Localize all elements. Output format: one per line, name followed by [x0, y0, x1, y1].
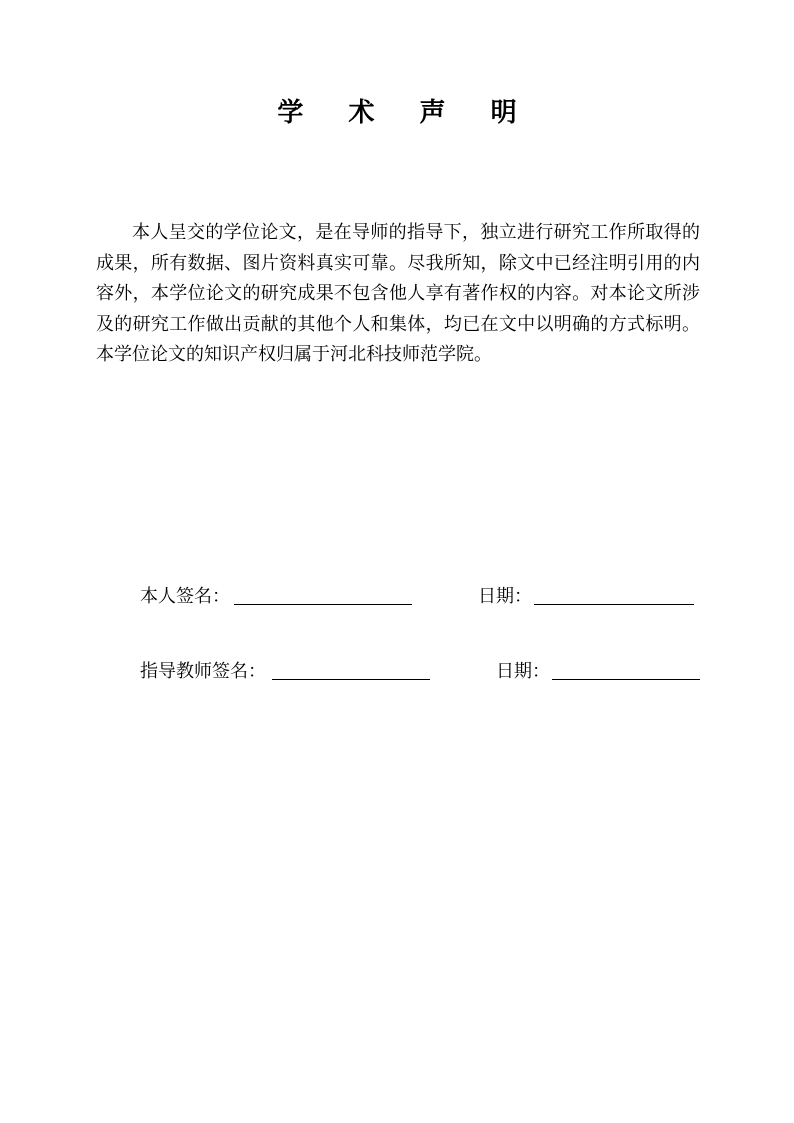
advisor-date-label: 日期：: [496, 661, 550, 682]
advisor-signature-field[interactable]: [272, 657, 430, 680]
declaration-paragraph: 本人呈交的学位论文，是在导师的指导下，独立进行研究工作所取得的成果，所有数据、图片资料真实可靠。尽我所知，除文中已经注明引用的内容外，本学位论文的研究成果不包含他人享有著作权的内容。对本论文所涉及的研究工作做出贡献的其他个人和集体，均已在文中以明确的方式标明。本学位论文的知识产权归属于河北科技师范学院。: [96, 222, 700, 365]
advisor-signature-label: 指导教师签名：: [140, 661, 266, 682]
author-signature-row: [0, 582, 794, 608]
author-signature-label: 本人签名：: [140, 586, 230, 607]
author-date-label: 日期：: [478, 586, 532, 607]
advisor-date-field[interactable]: [552, 657, 700, 680]
author-signature-field[interactable]: [234, 582, 412, 605]
advisor-signature-row: [0, 657, 794, 683]
page-title: 学 术 声 明: [277, 98, 535, 128]
author-date-field[interactable]: [534, 582, 694, 605]
